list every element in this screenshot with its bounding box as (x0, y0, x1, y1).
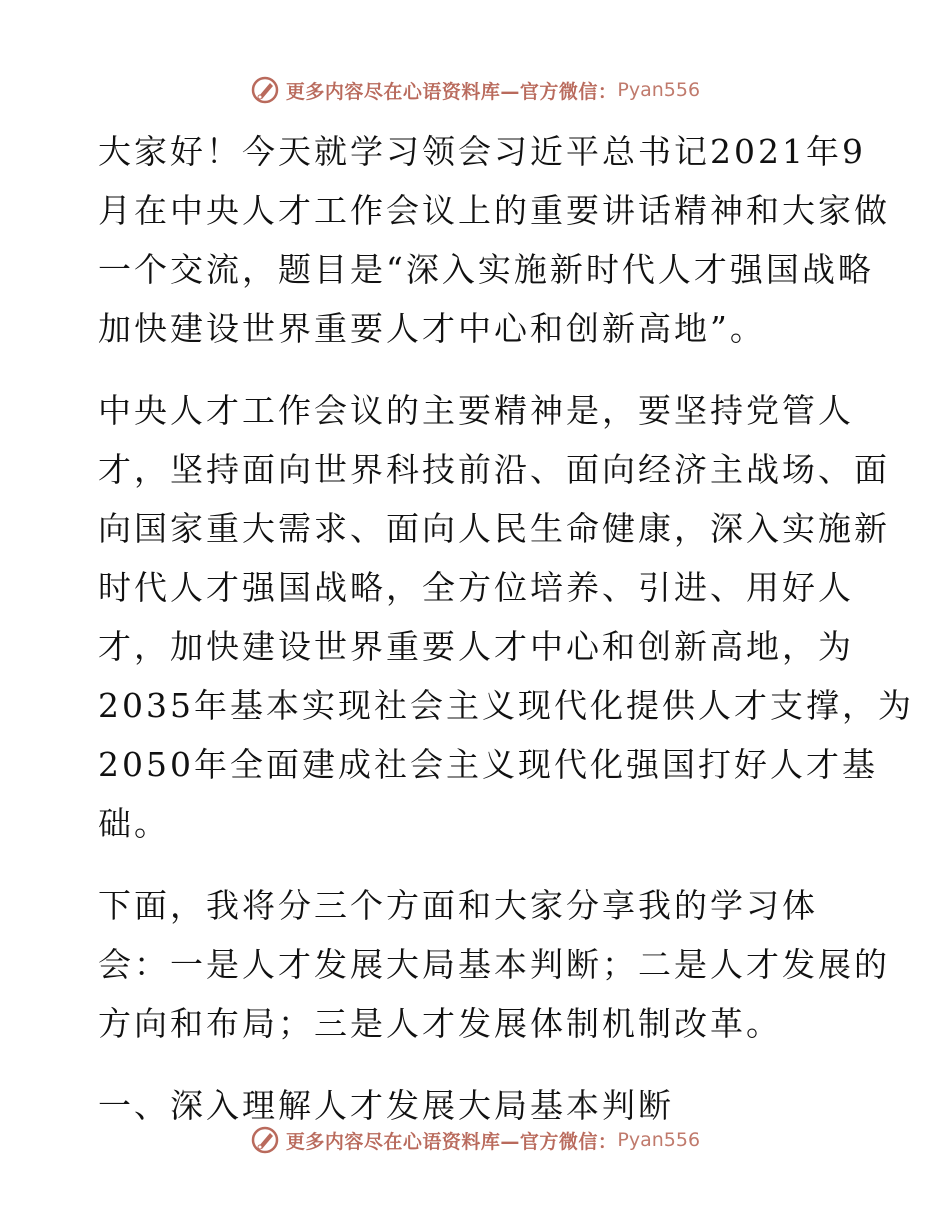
watermark-wechat-id: Pyan556 (617, 1129, 701, 1151)
text-line: 础。 (98, 804, 170, 843)
text-line: 2050年全面建成社会主义现代化强国打好人才基 (98, 745, 878, 784)
watermark-banner-top (0, 70, 950, 110)
text-line: 中央人才工作会议的主要精神是，要坚持党管人 (98, 391, 854, 430)
watermark-wechat-id: Pyan556 (617, 79, 701, 101)
text-line: 月在中央人才工作会议上的重要讲话精神和大家做 (98, 191, 890, 230)
paragraph-1 (98, 122, 890, 358)
text-line: 才，坚持面向世界科技前沿、面向经济主战场、面 (98, 450, 890, 489)
paragraph-3 (98, 876, 890, 1053)
text-line: 方向和布局；三是人才发展体制机制改革。 (98, 1004, 782, 1043)
text-line: 时代人才强国战略，全方位培养、引进、用好人 (98, 568, 854, 607)
text-line: 大家好！今天就学习领会习近平总书记2021年9 (98, 132, 866, 171)
text-line: 向国家重大需求、面向人民生命健康，深入实施新 (98, 509, 890, 548)
text-line: 下面，我将分三个方面和大家分享我的学习体 (98, 886, 818, 925)
watermark-banner-bottom (0, 1120, 950, 1160)
watermark-text: 更多内容尽在心语资料库—官方微信： (285, 1130, 618, 1153)
text-line: 会：一是人才发展大局基本判断；二是人才发展的 (98, 945, 890, 984)
section-heading-text: 一、深入理解人才发展大局基本判断 (98, 1086, 674, 1125)
document-body (98, 122, 914, 1135)
text-line: 一个交流，题目是“深入实施新时代人才强国战略 (98, 250, 874, 289)
text-line: 才，加快建设世界重要人才中心和创新高地，为 (98, 627, 854, 666)
text-line: 加快建设世界重要人才中心和创新高地”。 (98, 309, 766, 348)
pen-circle-logo-icon (250, 1125, 280, 1155)
text-line: 2035年基本实现社会主义现代化提供人才支撑，为 (98, 686, 914, 725)
pen-circle-logo-icon (250, 75, 280, 105)
watermark-text: 更多内容尽在心语资料库—官方微信： (285, 80, 618, 103)
paragraph-2 (98, 381, 914, 853)
